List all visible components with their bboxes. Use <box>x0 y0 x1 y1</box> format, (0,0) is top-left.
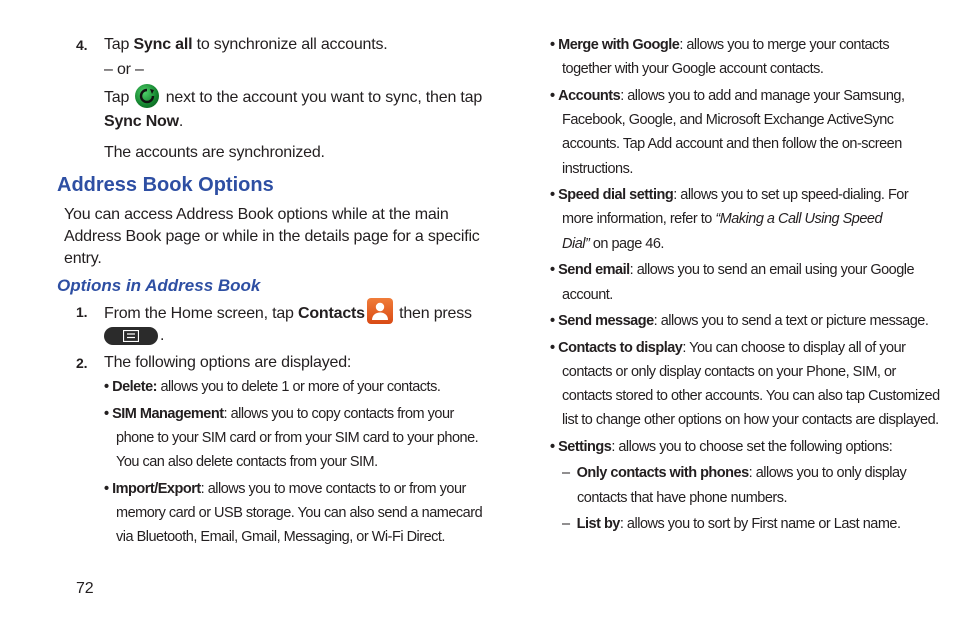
list-title: List by <box>576 516 620 532</box>
speed-xref-end[interactable]: Dial” <box>562 236 590 252</box>
bullet-mark: • <box>550 262 555 278</box>
email-title: Send email <box>558 262 630 278</box>
accounts-desc-1: : allows you to add and manage your Samsung, <box>620 88 905 104</box>
step-1-c: then press <box>394 305 472 323</box>
sim-desc-2: phone to your SIM card or from your SIM card to your phone. <box>116 430 479 446</box>
bullet-mark: • <box>104 481 109 497</box>
sync-all-label: Sync all <box>133 36 193 53</box>
settings-title: Settings <box>558 439 612 455</box>
tap-after-text: next to the account you want to sync, then tap <box>161 89 483 107</box>
synced-text: The accounts are synchronized. <box>104 144 325 161</box>
bullet-import-export <box>104 477 466 501</box>
step-1-number: 1. <box>76 304 88 320</box>
message-desc: : allows you to send a text or picture message. <box>653 313 929 329</box>
bullet-mark: • <box>550 313 555 329</box>
settings-desc: : allows you to choose set the following options: <box>611 439 893 455</box>
step-1-period: . <box>160 327 165 344</box>
bullet-contacts-display <box>550 336 906 360</box>
only-title: Only contacts with phones <box>576 465 749 481</box>
step-4-text <box>104 34 388 56</box>
accounts-desc-3: accounts. Tap Add account and then follow the on-screen <box>562 136 902 152</box>
tap-sync-line <box>104 86 482 110</box>
accounts-desc-2: Facebook, Google, and Microsoft Exchange ActiveSync <box>562 112 894 128</box>
only-desc-2: contacts that have phone numbers. <box>577 490 788 506</box>
only-desc-1: : allows you to only display <box>748 465 907 481</box>
speed-title: Speed dial setting <box>558 187 674 203</box>
display-desc-3: contacts stored to other accounts. You can also tap Customized <box>562 388 940 404</box>
sync-now-line <box>104 111 183 133</box>
dash-mark: – <box>562 465 570 481</box>
bullet-accounts <box>550 84 905 108</box>
bullet-mark: • <box>550 340 555 356</box>
step-1-text <box>104 301 472 327</box>
import-desc-2: memory card or USB storage. You can also send a namecard <box>116 505 483 521</box>
accounts-title: Accounts <box>558 88 621 104</box>
step-4-a: Tap <box>104 36 134 53</box>
sim-title: SIM Management <box>112 406 224 422</box>
speed-desc-1: : allows you to set up speed-dialing. For <box>673 187 909 203</box>
sync-now-period: . <box>178 113 184 130</box>
subheading: Options in Address Book <box>57 276 261 295</box>
sync-icon <box>135 84 159 108</box>
import-title: Import/Export <box>112 481 201 497</box>
speed-desc-2 <box>562 207 882 231</box>
sub-only-contacts <box>562 461 906 485</box>
step-1-a: From the Home screen, tap <box>104 305 298 323</box>
email-desc-1: : allows you to send an email using your Google <box>629 262 915 278</box>
delete-title: Delete: <box>112 379 157 395</box>
sync-now-label: Sync Now <box>104 113 179 130</box>
message-title: Send message <box>558 313 654 329</box>
or-separator: – or – <box>104 61 144 78</box>
menu-key-icon <box>104 327 158 345</box>
display-desc-4: list to change other options on how your contacts are displayed. <box>562 412 939 428</box>
display-title: Contacts to display <box>558 340 683 356</box>
contacts-label: Contacts <box>298 305 365 323</box>
speed-desc-2a: more information, refer to <box>562 211 716 227</box>
accounts-desc-4: instructions. <box>562 161 633 177</box>
sim-desc-3: You can also delete contacts from your SIM. <box>116 454 378 470</box>
delete-desc: allows you to delete 1 or more of your contacts. <box>156 379 441 395</box>
page-number: 72 <box>76 580 94 597</box>
contacts-app-icon <box>367 298 393 324</box>
tap-text: Tap <box>104 89 134 107</box>
import-desc-1: : allows you to move contacts to or from your <box>200 481 466 497</box>
speed-xref[interactable]: “Making a Call Using Speed <box>715 211 883 227</box>
sim-desc-1: : allows you to copy contacts from your <box>223 406 454 422</box>
display-desc-1: : You can choose to display all of your <box>682 340 906 356</box>
merge-desc-2: together with your Google account contacts. <box>562 61 824 77</box>
bullet-mark: • <box>550 88 555 104</box>
intro-line-3: entry. <box>64 250 102 267</box>
step-2-number: 2. <box>76 355 88 371</box>
display-desc-2: contacts or only display contacts on your Phone, SIM, or <box>562 364 896 380</box>
dash-mark: – <box>562 516 570 532</box>
intro-line-2: Address Book page or while in the details page for a specific <box>64 228 480 245</box>
bullet-send-message <box>550 309 928 333</box>
bullet-mark: • <box>550 187 555 203</box>
merge-title: Merge with Google <box>558 37 680 53</box>
email-desc-2: account. <box>562 287 613 303</box>
list-desc: : allows you to sort by First name or Last name. <box>619 516 901 532</box>
step-4-c: to synchronize all accounts. <box>192 36 388 53</box>
section-heading: Address Book Options <box>57 174 274 196</box>
bullet-delete <box>104 375 440 399</box>
step-2-text: The following options are displayed: <box>104 354 352 371</box>
step-4-number: 4. <box>76 37 88 53</box>
intro-line-1: You can access Address Book options while at the main <box>64 206 449 223</box>
bullet-mark: • <box>550 439 555 455</box>
bullet-merge <box>550 33 889 57</box>
bullet-send-email <box>550 258 914 282</box>
bullet-speed-dial <box>550 183 908 207</box>
import-desc-3: via Bluetooth, Email, Gmail, Messaging, or Wi-Fi Direct. <box>116 529 445 545</box>
bullet-mark: • <box>104 406 109 422</box>
merge-desc-1: : allows you to merge your contacts <box>679 37 890 53</box>
speed-desc-3 <box>562 232 664 256</box>
bullet-sim <box>104 402 454 426</box>
bullet-mark: • <box>550 37 555 53</box>
bullet-settings <box>550 435 892 459</box>
speed-page-ref: on page 46. <box>589 236 664 252</box>
bullet-mark: • <box>104 379 109 395</box>
sub-list-by <box>562 512 901 536</box>
